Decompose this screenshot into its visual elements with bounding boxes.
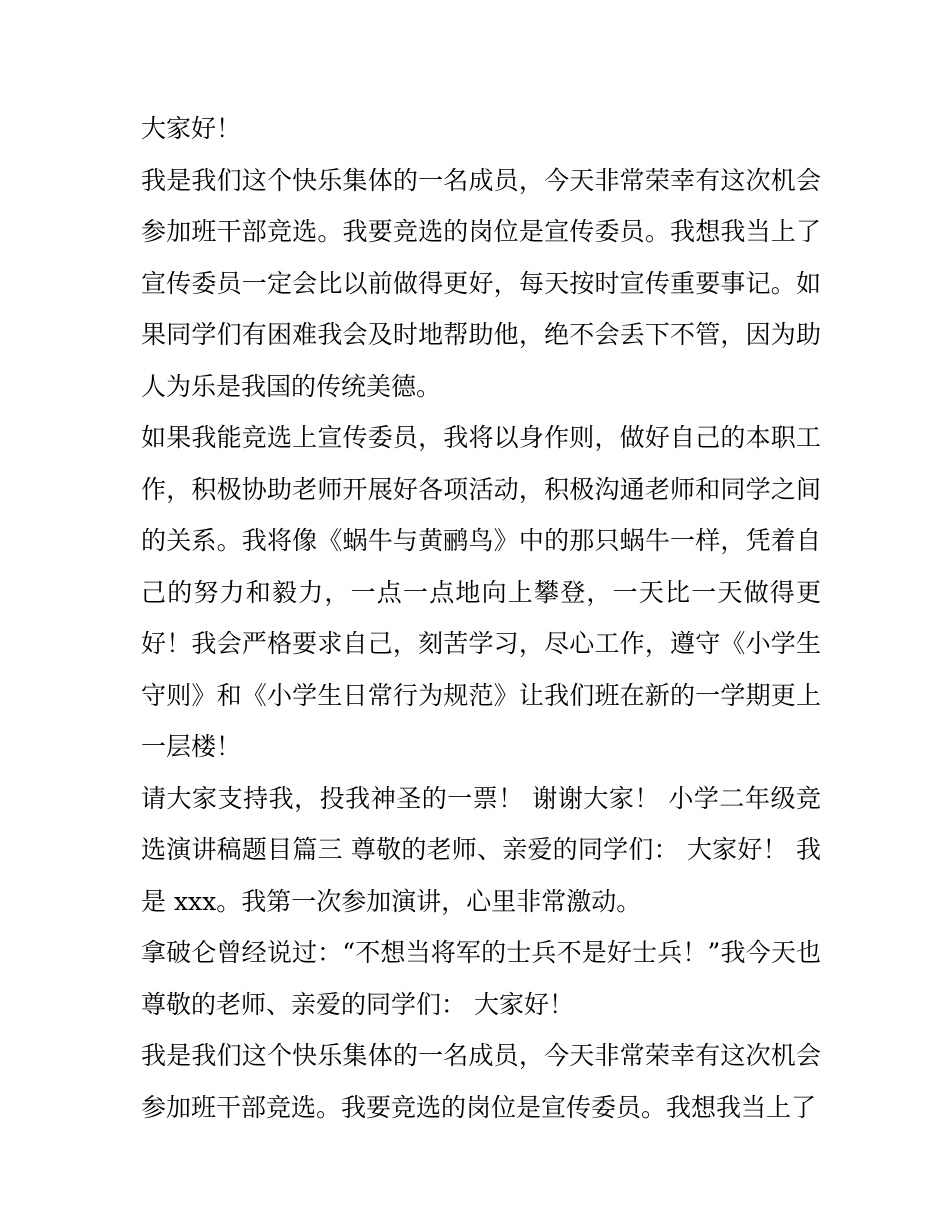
paragraph-napoleon-quote: 拿破仑曾经说过：“不想当将军的士兵不是好士兵！”我今天也尊敬的老师、亲爱的同学们： 大家好！ [141,938,821,1019]
paragraph-commitment: 如果我能竞选上宣传委员，我将以身作则，做好自己的本职工作，积极协助老师开展好各项活动，积极沟通老师和同学之间的关系。我将像《蜗牛与黄鹂鸟》中的那只蜗牛一样，凭着自己的努力和毅力，一点一点地向上攀登，一天比一天做得更好！我会严格要求自己，刻苦学习，尽心工作，遵守《小学生守则》和《小学生日常行为规范》让我们班在新的一学期更上一层楼！ [141,423,821,761]
paragraph-repeat-introduction: 我是我们这个快乐集体的一名成员，今天非常荣幸有这次机会参加班干部竞选。我要竞选的岗位是宣传委员。我想我当上了 [141,1041,821,1122]
paragraph-closing: 请大家支持我，投我神圣的一票！ 谢谢大家！ 小学二年级竞选演讲稿题目篇三 尊敬的老师、亲爱的同学们： 大家好！ 我是 xxx。我第一次参加演讲，心里非常激动。 [141,783,821,916]
document-page [141,103,821,1133]
paragraph-introduction: 我是我们这个快乐集体的一名成员，今天非常荣幸有这次机会参加班干部竞选。我要竞选的岗位是宣传委员。我想我当上了宣传委员一定会比以前做得更好，每天按时宣传重要事记。如果同学们有困难我会及时地帮助他，绝不会丢下不管，因为助人为乐是我国的传统美德。 [141,165,821,401]
paragraph-greeting: 大家好！ [141,114,242,143]
